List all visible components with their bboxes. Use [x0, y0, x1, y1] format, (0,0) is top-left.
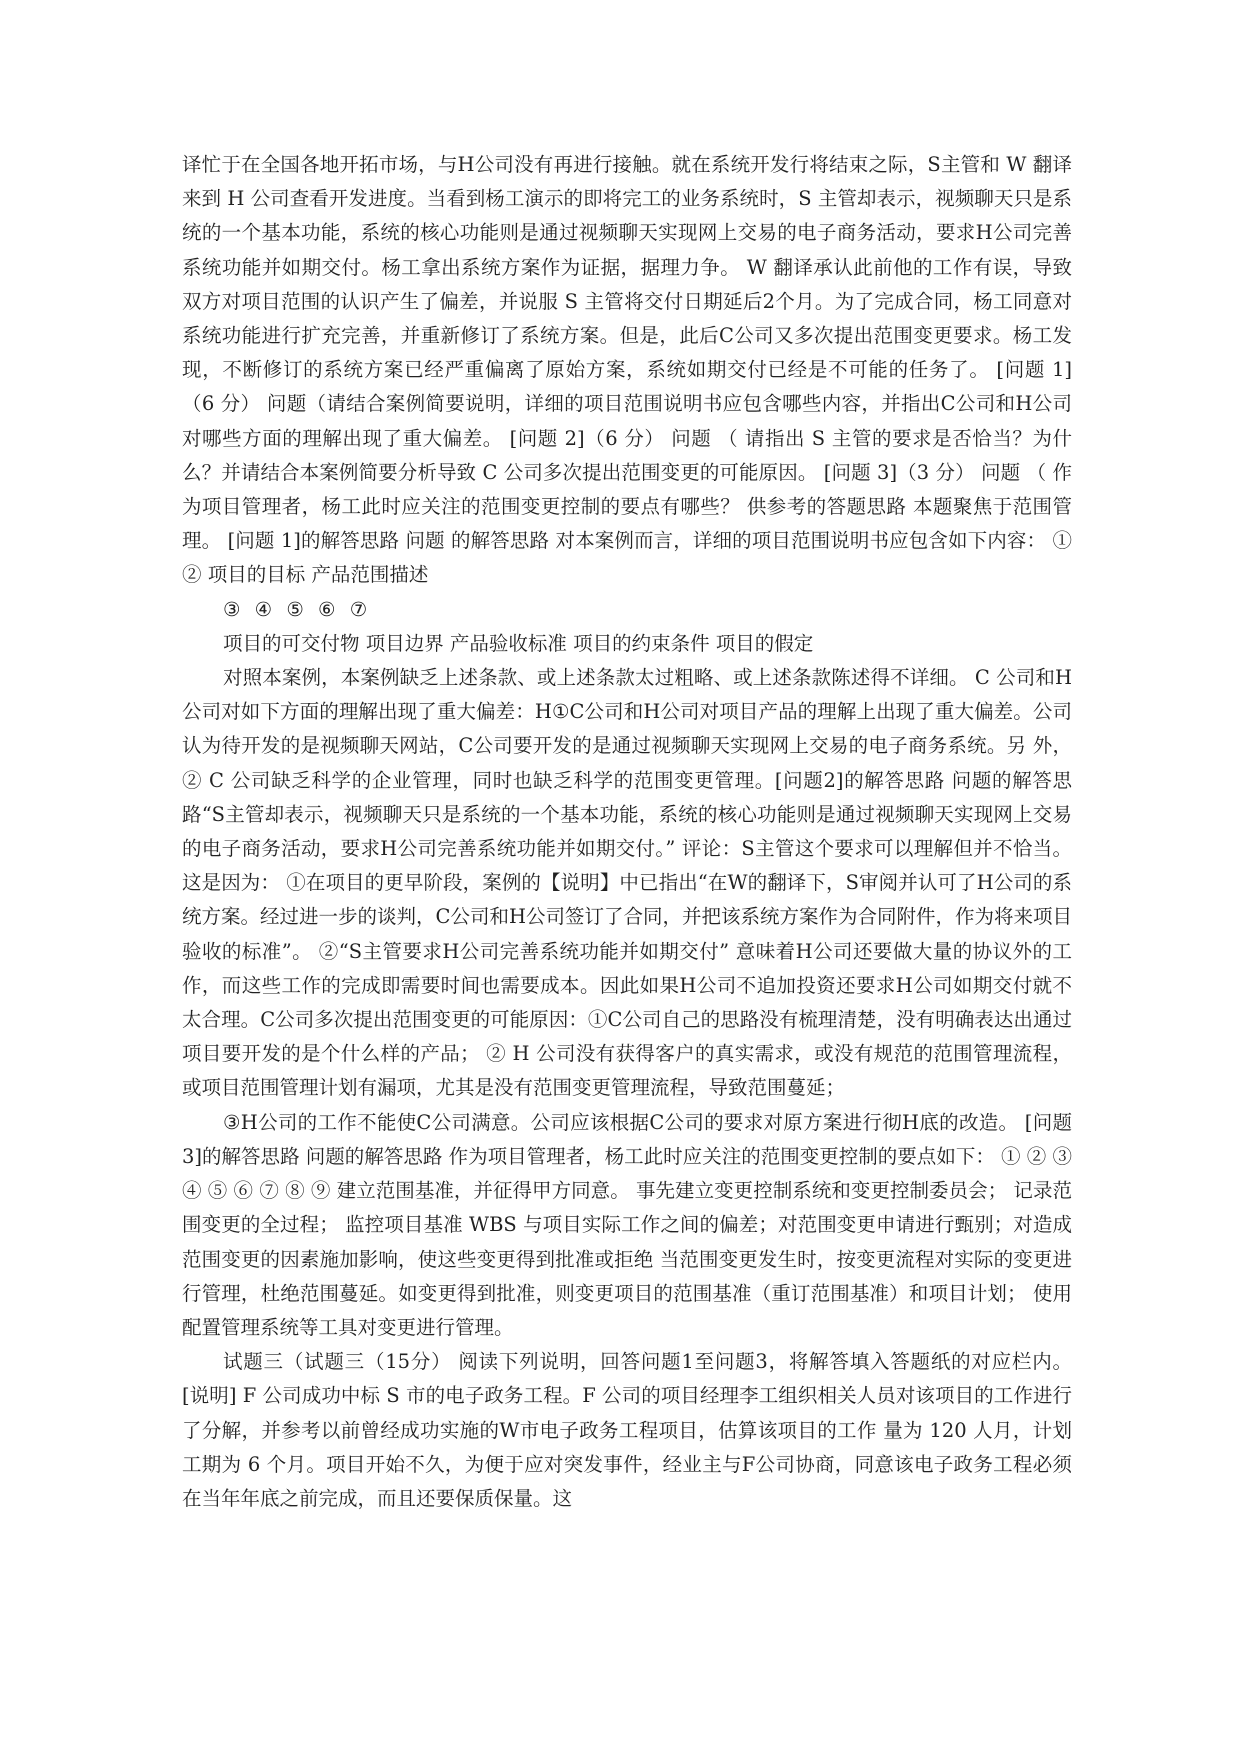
answer-paragraph-1: 对照本案例，本案例缺乏上述条款、或上述条款太过粗略、或上述条款陈述得不详细。 C 公司和H公司对如下方面的理解出现了重大偏差：H①C公司和H公司对项目产品的理解上出现了重大偏差。公司认为待开发的是视频聊天网站，C公司要开发的是通过视频聊天实现网上交易的电子商务系统。另 外， ② C 公司缺乏科学的企业管理，同时也缺乏科学的范围变更管理。[问题2]的解答思路 问题的解答思路“S主管却表示，视频聊天只是系统的一个基本功能，系统的核心功能则是通过视频聊天实现网上交易的电子商务活动，要求H公司完善系统功能并如期交付。” 评论：S主管这个要求可以理解但并不恰当。这是因为： ①在项目的更早阶段，案例的【说明】中已指出“在W的翻译下，S审阅并认可了H公司的系统方案。经过进一步的谈判，C公司和H公司签订了合同，并把该系统方案作为合同附件，作为将来项目验收的标准”。 ②“S主管要求H公司完善系统功能并如期交付” 意味着H公司还要做大量的协议外的工作，而这些工作的完成即需要时间也需要成本。因此如果H公司不追加投资还要求H公司如期交付就不太合理。C公司多次提出范围变更的可能原因：①C公司自己的思路没有梳理清楚，没有明确表达出通过项目要开发的是个什么样的产品； ② H 公司没有获得客户的真实需求，或没有规范的范围管理流程，或项目范围管理计划有漏项，尤其是没有范围变更管理流程，导致范围蔓延；	[182, 666, 1072, 1100]
scope-item-numbers: ③ ④ ⑤ ⑥ ⑦	[223, 597, 372, 621]
case-paragraph-continued: 译忙于在全国各地开拓市场，与H公司没有再进行接触。就在系统开发行将结束之际，S主管和 W 翻译来到 H 公司查看开发进度。当看到杨工演示的即将完工的业务系统时，S 主管却表示，视频聊天只是系统的一个基本功能，系统的核心功能则是通过视频聊天实现网上交易的电子商务活动，要求H公司完善系统功能并如期交付。杨工拿出系统方案作为证据，据理力争。 W 翻译承认此前他的工作有误，导致双方对项目范围的认识产生了偏差，并说服 S 主管将交付日期延后2个月。为了完成合同，杨工同意对系统功能进行扩充完善，并重新修订了系统方案。但是，此后C公司又多次提出范围变更要求。杨工发现，不断修订的系统方案已经严重偏离了原始方案，系统如期交付已经是不可能的任务了。 [问题 1]（6 分） 问题（请结合案例简要说明，详细的项目范围说明书应包含哪些内容，并指出C公司和H公司对哪些方面的理解出现了重大偏差。 [问题 2]（6 分） 问题 （ 请指出 S 主管的要求是否恰当？为什么？并请结合本案例简要分析导致 C 公司多次提出范围变更的可能原因。 [问题 3]（3 分） 问题 （ 作为项目管理者，杨工此时应关注的范围变更控制的要点有哪些？ 供参考的答题思路 本题聚焦于范围管理。 [问题 1]的解答思路 问题 的解答思路 对本案例而言，详细的项目范围说明书应包含如下内容： ① ② 项目的目标 产品范围描述	[182, 153, 1072, 587]
question-three-paragraph: 试题三（试题三（15分） 阅读下列说明，回答问题1至问题3，将解答填入答题纸的对应栏内。 [说明] F 公司成功中标 S 市的电子政务工程。F 公司的项目经理李工组织相关人员对该项目的工作进行了分解，并参考以前曾经成功实施的W市电子政务工程项目，估算该项目的工作 量为 120 人月，计划工期为 6 个月。项目开始不久，为便于应对突发事件，经业主与F公司协商，同意该电子政务工程必须在当年年底之前完成，而且还要保质保量。这	[182, 1350, 1072, 1510]
scope-items-list: 项目的可交付物 项目边界 产品验收标准 项目的约束条件 项目的假定	[223, 631, 814, 655]
answer-paragraph-2: ③H公司的工作不能使C公司满意。公司应该根据C公司的要求对原方案进行彻H底的改造。 [问题3]的解答思路 问题的解答思路 作为项目管理者，杨工此时应关注的范围变更控制的要点如下： ① ② ③ ④ ⑤ ⑥ ⑦ ⑧ ⑨ 建立范围基准，并征得甲方同意。 事先建立变更控制系统和变更控制委员会； 记录范围变更的全过程； 监控项目基准 WBS 与项目实际工作之间的偏差；对范围变更申请进行甄别；对造成范围变更的因素施加影响，使这些变更得到批准或拒绝 当范围变更发生时，按变更流程对实际的变更进行管理，杜绝范围蔓延。如变更得到批准，则变更项目的范围基准（重订范围基准）和项目计划； 使用配置管理系统等工具对变更进行管理。	[182, 1110, 1072, 1339]
document-page	[182, 148, 1072, 1516]
